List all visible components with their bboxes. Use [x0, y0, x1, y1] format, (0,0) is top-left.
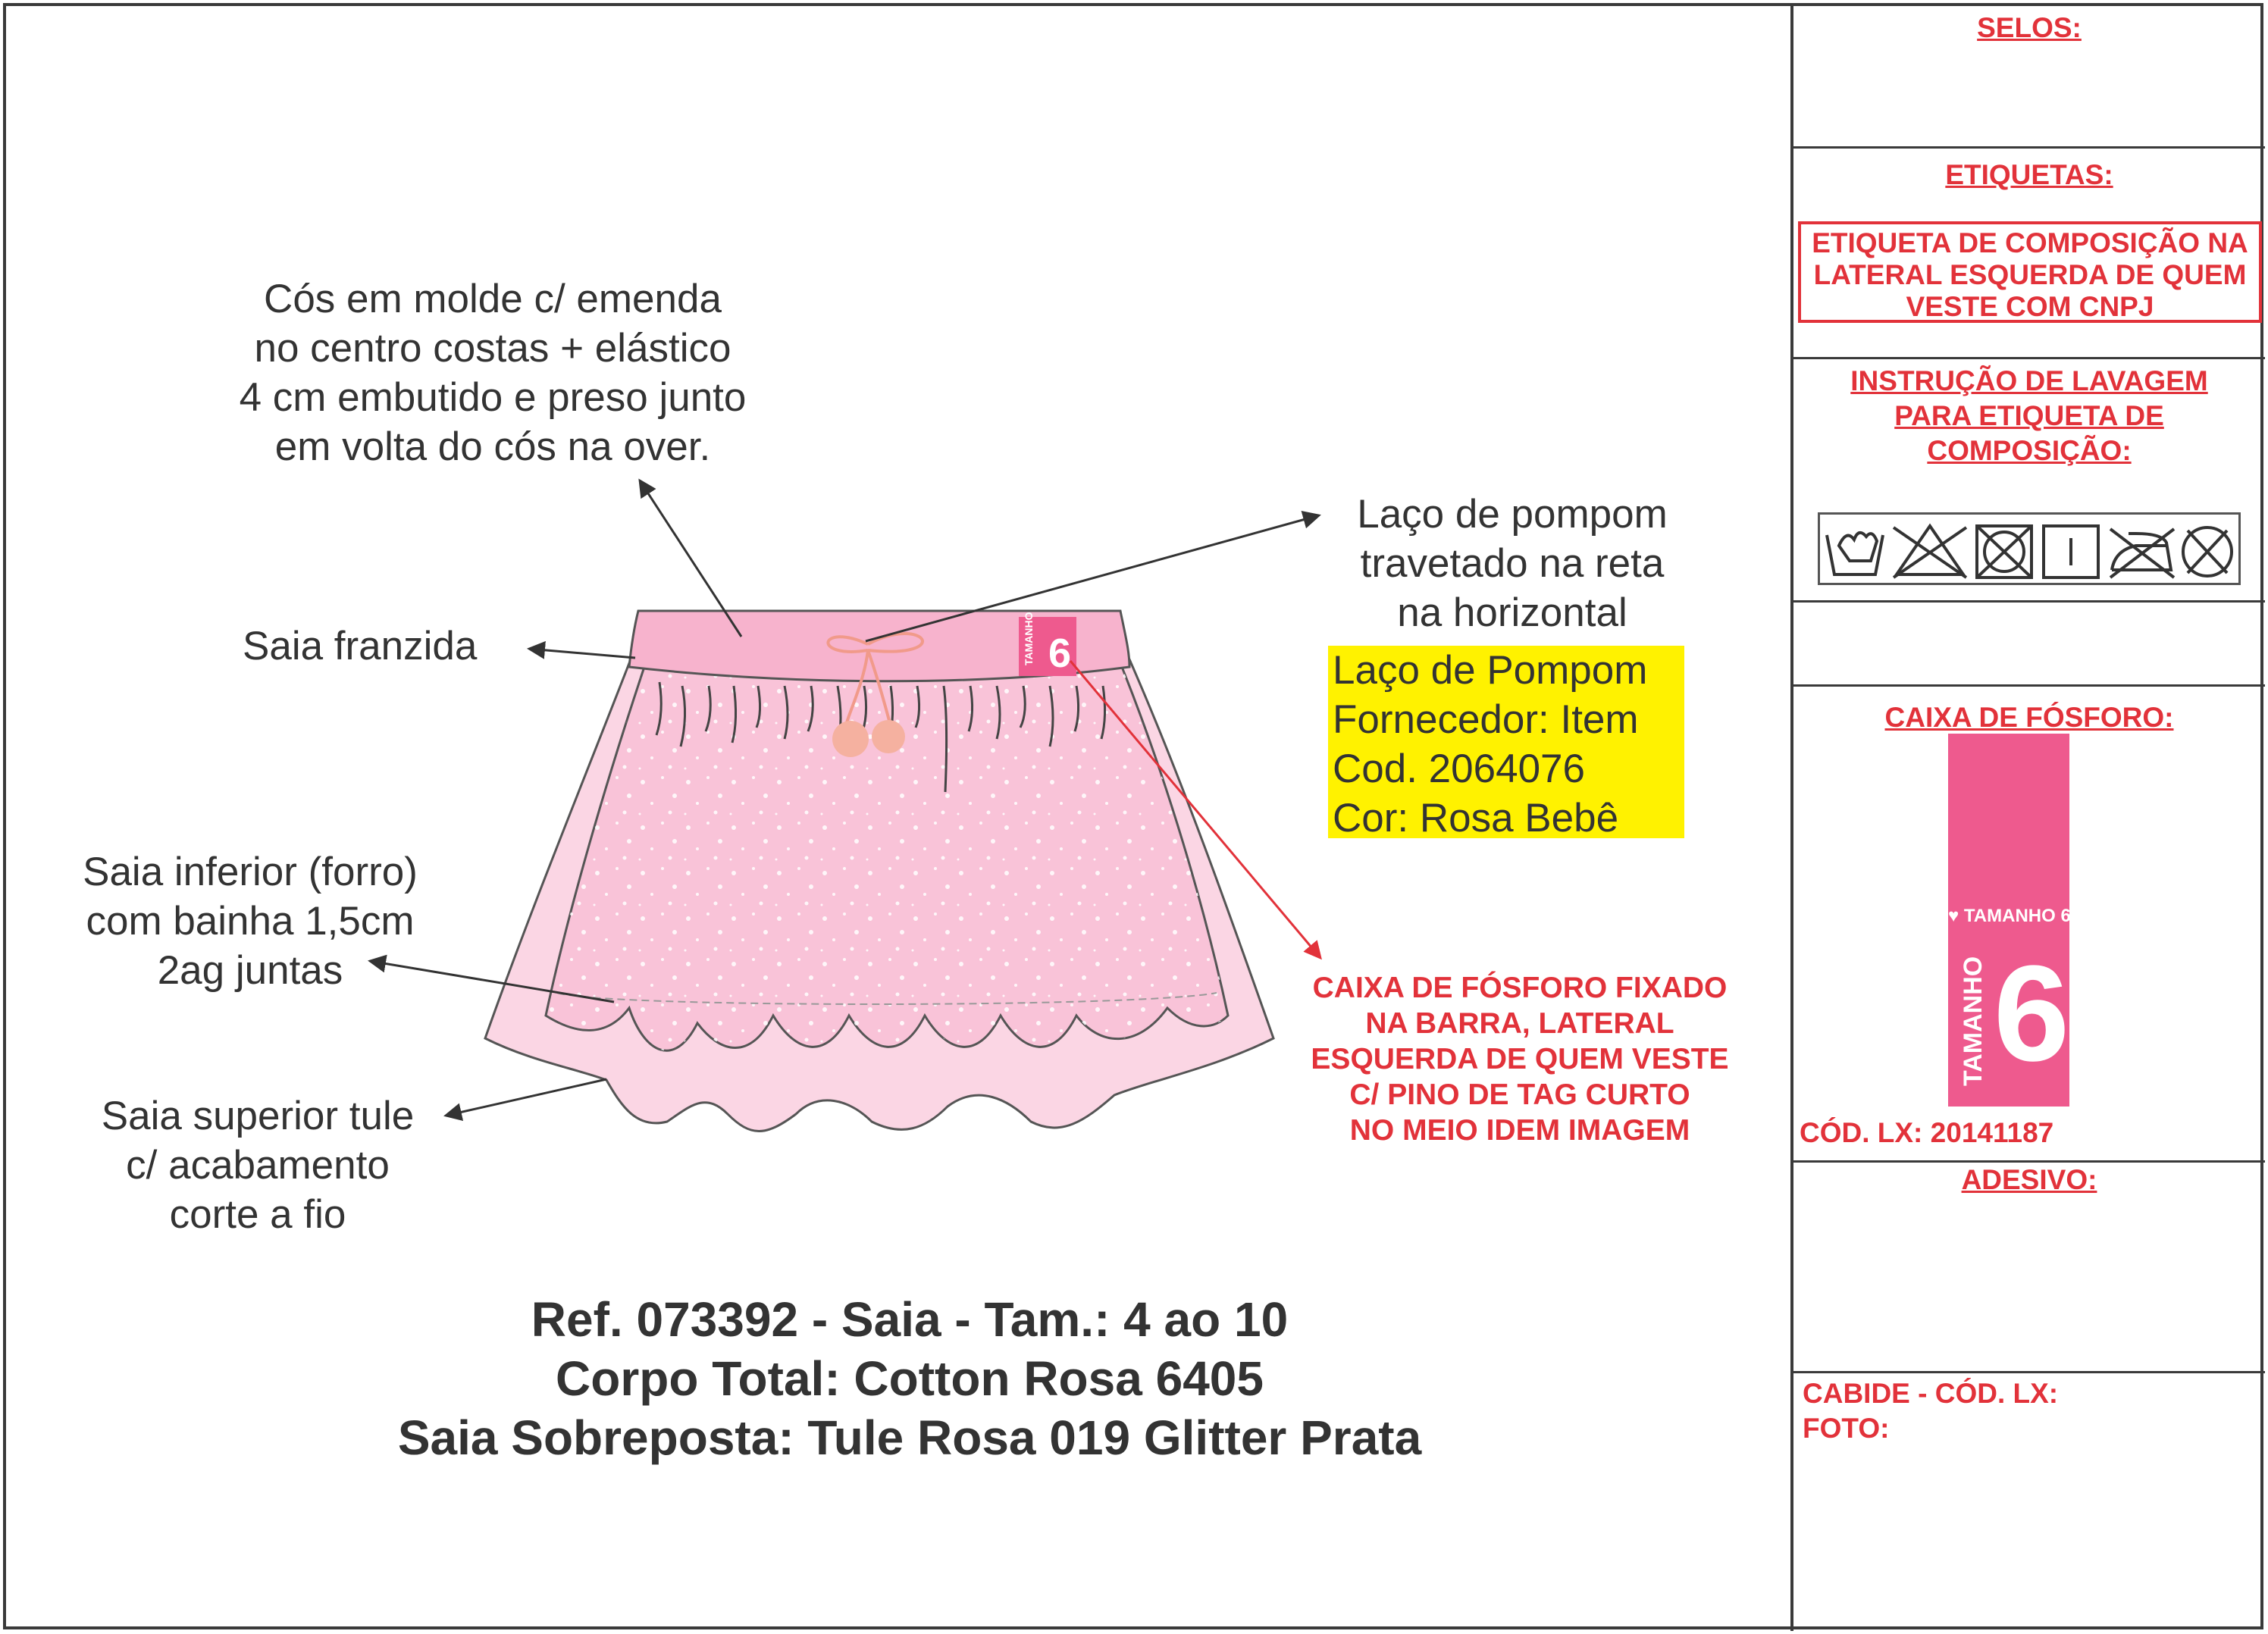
- cod-lx-label: CÓD. LX: 20141187: [1800, 1117, 2054, 1148]
- no-iron-icon: [2110, 529, 2174, 578]
- reference-line: Ref. 073392 - Saia - Tam.: 4 ao 10: [531, 1292, 1289, 1347]
- etiquetas-title: ETIQUETAS:: [1945, 159, 2113, 190]
- line-dry-icon: [2044, 526, 2098, 578]
- matchbox-placement-note: CAIXA DE FÓSFORO FIXADO NA BARRA, LATERAL ESQUERDA DE QUEM VESTE C/ PINO DE TAG CURTO NO MEIO IDEM IMAGEM: [1311, 972, 1729, 1147]
- washing-title: INSTRUÇÃO DE LAVAGEM PARA ETIQUETA DE COMPOSIÇÃO:: [1850, 365, 2208, 466]
- gathered-skirt-callout: Saia franzida: [243, 624, 478, 668]
- etiquetas-section: [1793, 149, 2265, 359]
- no-bleach-icon: [1894, 526, 1966, 578]
- supplier-info-box: Laço de Pompom Fornecedor: Item Cod. 2064076 Cor: Rosa Bebê: [1328, 646, 1684, 838]
- selos-section: [1793, 3, 2265, 149]
- care-symbols: [1818, 515, 2241, 585]
- bow-callout: Laço de pompom travetado na reta na horizontal: [1357, 492, 1668, 635]
- adesivo-title: ADESIVO:: [1961, 1164, 2097, 1195]
- matchbox-side-word: TAMANHO: [1959, 956, 1988, 1086]
- reference-block: [227, 1290, 1592, 1467]
- fabric-body-line: Corpo Total: Cotton Rosa 6405: [556, 1351, 1264, 1406]
- cabide-label: CABIDE - CÓD. LX:: [1803, 1378, 2059, 1409]
- matchbox-size-tag: [1948, 734, 2087, 1107]
- lining-callout: Saia inferior (forro) com bainha 1,5cm 2ag juntas: [83, 850, 418, 993]
- caixa-title: CAIXA DE FÓSFORO:: [1884, 702, 2174, 733]
- tulle-callout: Saia superior tule c/ acabamento corte a fio: [101, 1094, 415, 1237]
- matchbox-top-text: ♥ TAMANHO 6 ♥: [1948, 906, 2087, 926]
- garment-tag-word: TAMANHO: [1023, 612, 1035, 665]
- waistband-callout: Cós em molde c/ emenda no centro costas + elástico 4 cm embutido e preso junto em volta do cós na over.: [239, 277, 747, 469]
- heart-icon: ♥: [1948, 906, 1964, 926]
- no-dry-clean-icon: [2183, 527, 2232, 576]
- selos-title: SELOS:: [1977, 12, 2082, 43]
- adesivo-section: [1793, 1163, 2265, 1373]
- fabric-overlay-line: Saia Sobreposta: Tule Rosa 019 Glitter Prata: [397, 1410, 1422, 1465]
- no-tumble-dry-icon: [1977, 526, 2031, 578]
- matchbox-number: 6: [1994, 938, 2070, 1090]
- hand-wash-icon: [1827, 533, 1883, 574]
- garment-tag-number: 6: [1048, 631, 1072, 676]
- heart-icon: ♥: [2070, 906, 2087, 926]
- composition-label-box: ETIQUETA DE COMPOSIÇÃO NA LATERAL ESQUERDA DE QUEM VESTE COM CNPJ: [1798, 221, 2262, 323]
- foto-label: FOTO:: [1803, 1413, 1890, 1444]
- cabide-section: [1793, 1373, 2265, 1628]
